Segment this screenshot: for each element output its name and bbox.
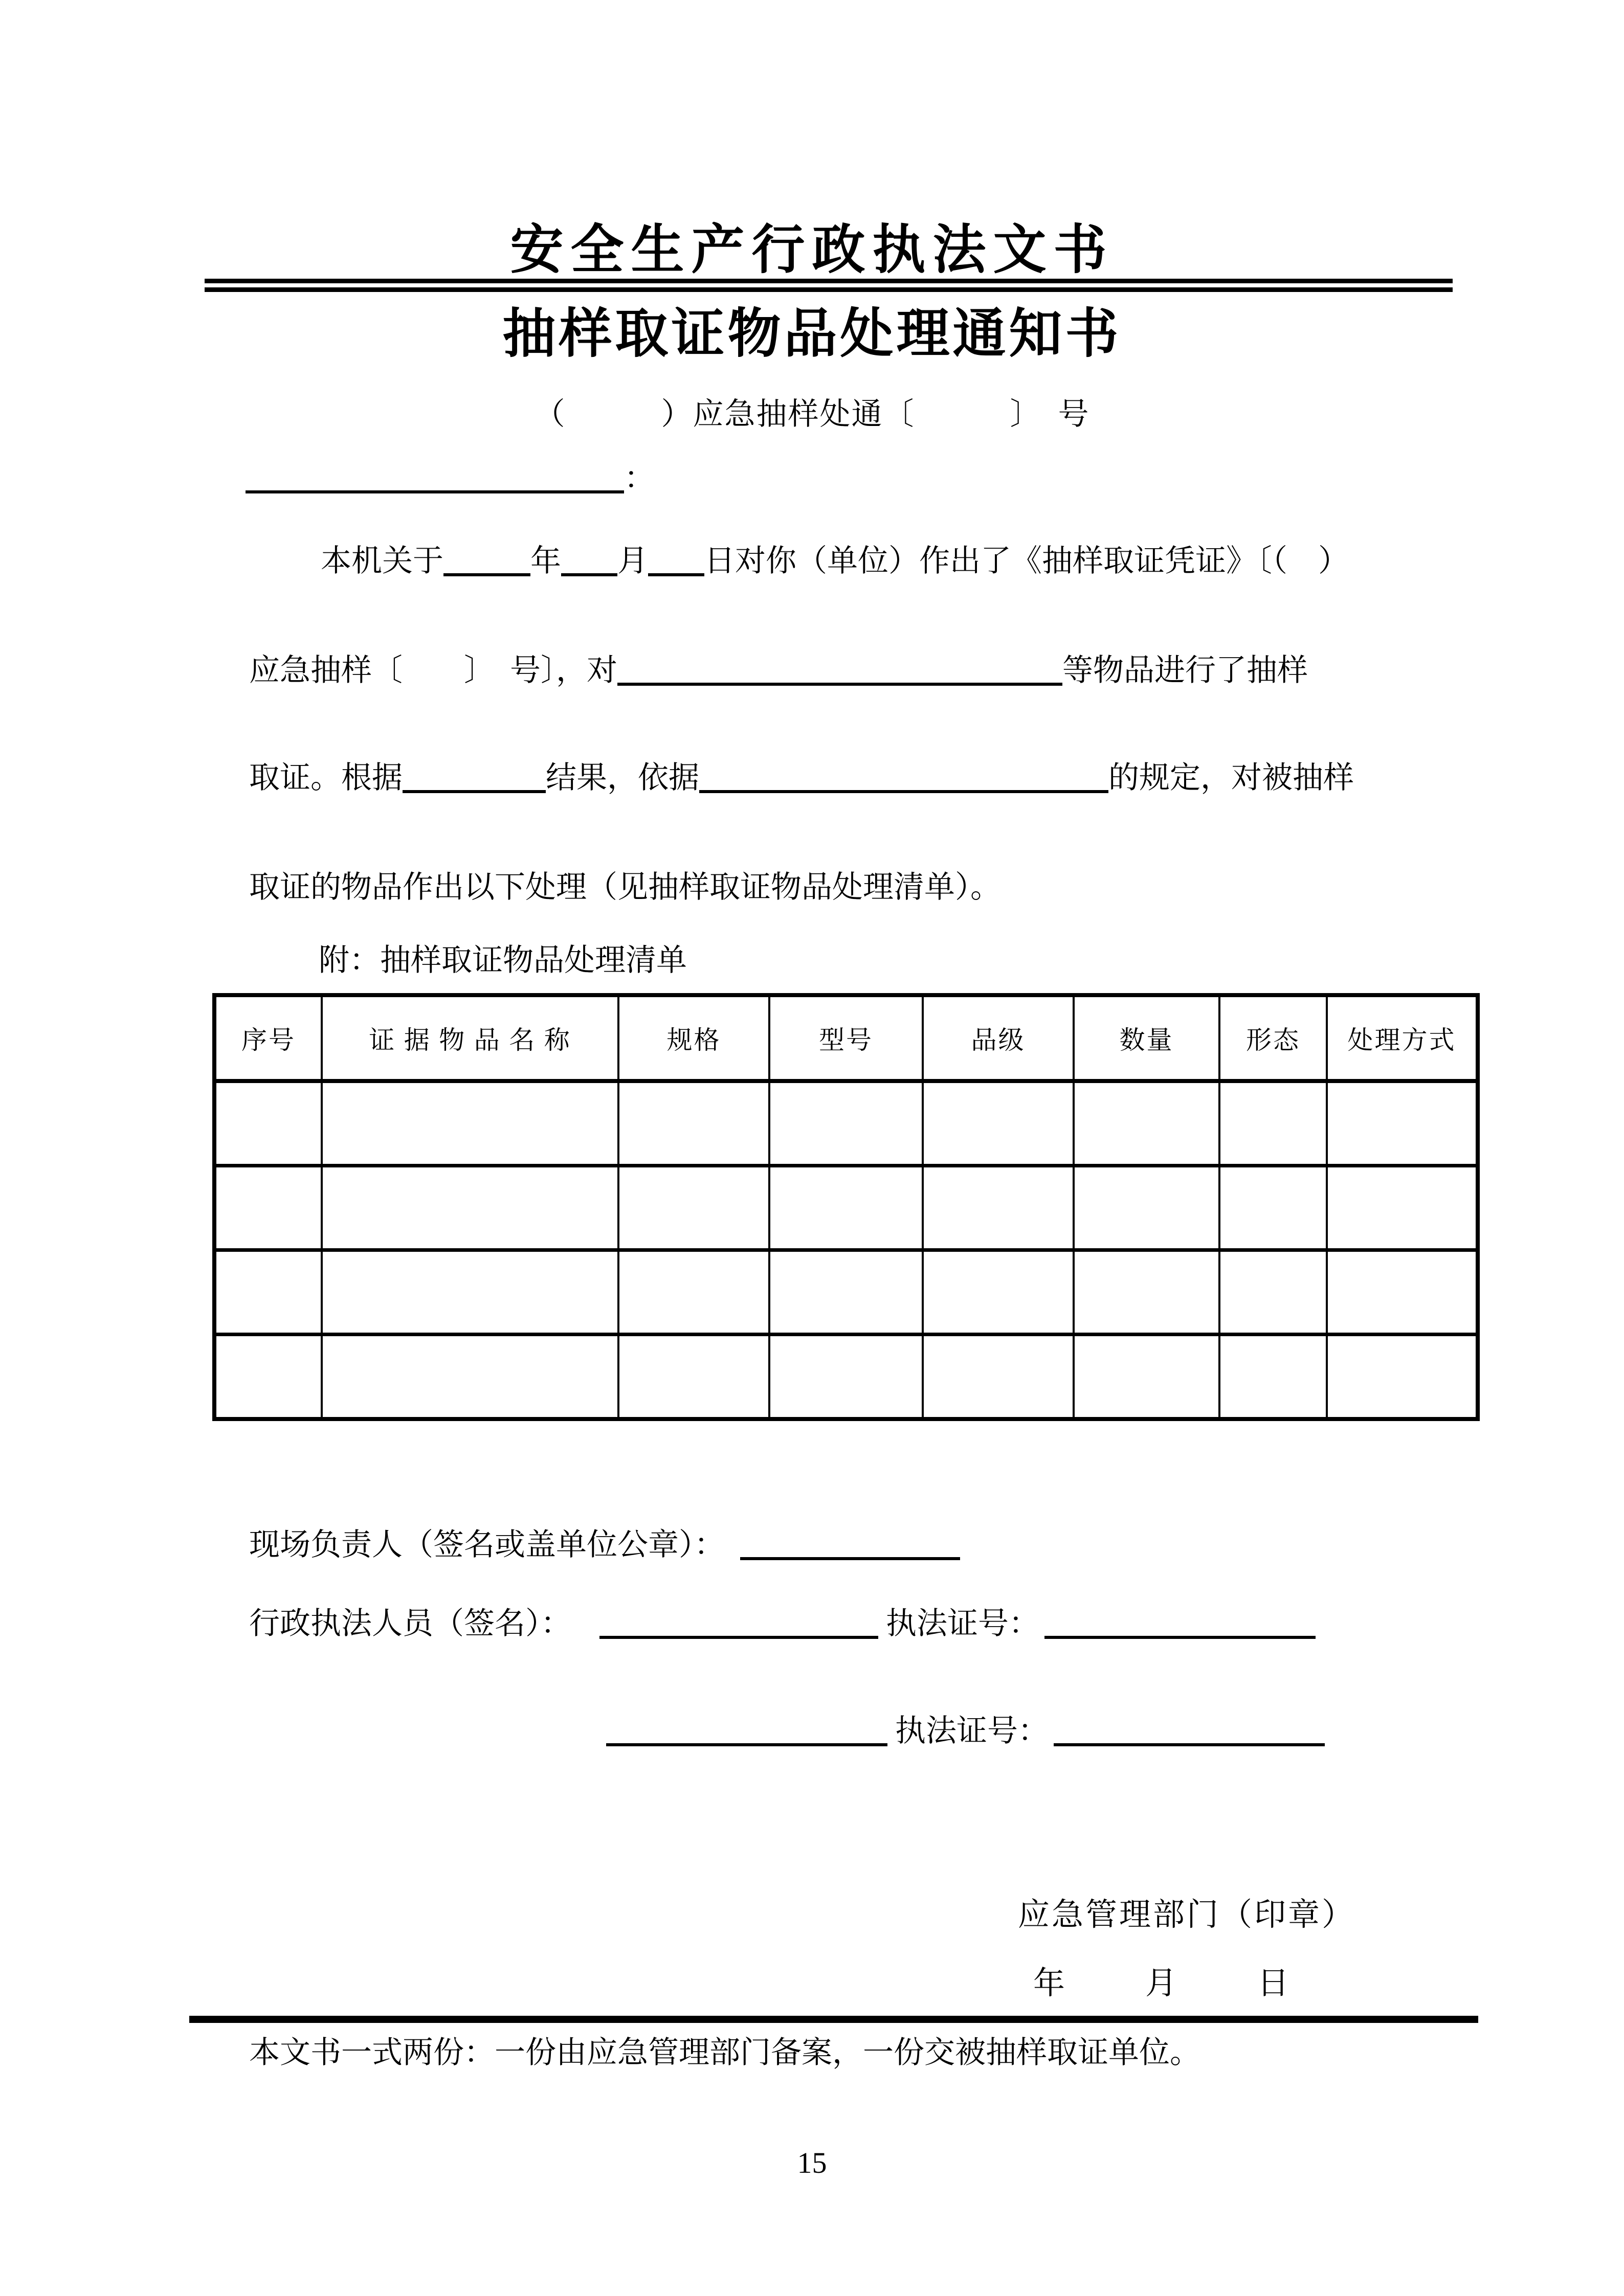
empty-cell — [1327, 1166, 1478, 1250]
form-title: 抽样取证物品处理通知书 — [502, 305, 1122, 364]
footer-rule — [189, 2016, 1478, 2023]
empty-cell — [214, 1081, 322, 1166]
fill-in-blank — [246, 468, 624, 493]
doc-set-title: 安全生产行政执法文书 — [510, 221, 1114, 280]
spacer — [887, 1736, 895, 1741]
empty-cell — [769, 1166, 923, 1250]
text-run: 年 — [530, 544, 561, 578]
col-header-disposal: 处理方式 — [1327, 995, 1478, 1081]
empty-cell — [1074, 1250, 1219, 1335]
table-row — [214, 1335, 1478, 1420]
date-year-label: 年 — [1033, 1966, 1065, 2001]
fill-in-blank — [648, 551, 704, 576]
fill-in-blank — [1044, 1613, 1316, 1639]
empty-cell — [923, 1081, 1074, 1166]
items-table — [212, 993, 1480, 1421]
text-run: 取证。根据 — [249, 761, 403, 795]
text-run: 执法证号： — [895, 1714, 1049, 1748]
fill-in-blank — [1054, 1721, 1325, 1746]
empty-cell — [214, 1166, 322, 1250]
text-run: 等物品进行了抽样 — [1062, 654, 1308, 687]
text-run: 日对你（单位）作出了《抽样取证凭证》〔（ ） — [704, 544, 1349, 578]
spacer — [878, 1629, 886, 1634]
fill-in-blank — [599, 1613, 878, 1639]
spacer — [571, 1629, 599, 1634]
empty-cell — [322, 1335, 618, 1420]
fill-in-blank — [561, 551, 617, 576]
site-manager-signature-line — [249, 1527, 960, 1563]
text-run: 执法证号： — [886, 1607, 1039, 1640]
empty-cell — [923, 1335, 1074, 1420]
text-run: 行政执法人员（签名）： — [249, 1607, 571, 1640]
empty-cell — [1219, 1335, 1327, 1420]
body-line-3 — [249, 760, 1354, 796]
empty-cell — [769, 1250, 923, 1335]
col-header-form: 形态 — [1219, 995, 1327, 1081]
date-line — [1033, 1957, 1289, 2003]
col-header-grade: 品级 — [923, 995, 1074, 1081]
empty-cell — [214, 1335, 322, 1420]
spacer — [1049, 1736, 1054, 1741]
spacer — [725, 1550, 740, 1555]
fill-in-blank — [617, 660, 1062, 686]
empty-cell — [1074, 1335, 1219, 1420]
page-number: 15 — [797, 2146, 827, 2179]
col-header-quantity: 数量 — [1074, 995, 1219, 1081]
text-run: 取证的物品作出以下处理（见抽样取证物品处理清单）。 — [249, 870, 1001, 904]
text-run: 现场负责人（签名或盖单位公章）： — [249, 1528, 725, 1562]
date-month-label: 月 — [1145, 1966, 1177, 2001]
text-run: 月 — [617, 544, 648, 578]
attachment-label: 附：抽样取证物品处理清单 — [319, 943, 687, 977]
empty-cell — [1327, 1335, 1478, 1420]
empty-cell — [1219, 1166, 1327, 1250]
col-header-spec: 规格 — [618, 995, 769, 1081]
body-line-1 — [249, 543, 1349, 579]
empty-cell — [618, 1335, 769, 1420]
empty-cell — [923, 1250, 1074, 1335]
empty-cell — [618, 1250, 769, 1335]
empty-cell — [1219, 1250, 1327, 1335]
empty-cell — [322, 1250, 618, 1335]
col-header-seq: 序号 — [214, 995, 322, 1081]
empty-cell — [322, 1081, 618, 1166]
doc-number-line: （ ）应急抽样处通〔 〕 号 — [534, 397, 1090, 431]
empty-cell — [769, 1335, 923, 1420]
enforcement-officer-signature-line-2 — [606, 1713, 1325, 1749]
col-header-item-name: 证 据 物 品 名 称 — [322, 995, 618, 1081]
empty-cell — [1327, 1081, 1478, 1166]
text-run: 的规定，对被抽样 — [1108, 761, 1354, 795]
text-run: ： — [624, 461, 655, 495]
empty-cell — [322, 1166, 618, 1250]
col-header-model: 型号 — [769, 995, 923, 1081]
empty-cell — [1327, 1250, 1478, 1335]
empty-cell — [769, 1081, 923, 1166]
empty-cell — [214, 1250, 322, 1335]
body-line-4 — [249, 869, 1001, 905]
empty-cell — [1219, 1081, 1327, 1166]
text-run: 应急抽样〔 〕 号〕，对 — [249, 654, 617, 687]
fill-in-blank — [740, 1535, 960, 1560]
fill-in-blank — [699, 768, 1108, 793]
distribution-note: 本文书一式两份：一份由应急管理部门备案，一份交被抽样取证单位。 — [249, 2036, 1200, 2069]
text-run: 结果，依据 — [546, 761, 699, 795]
empty-cell — [1074, 1166, 1219, 1250]
table-row — [214, 1250, 1478, 1335]
empty-cell — [923, 1166, 1074, 1250]
agency-stamp-label: 应急管理部门（印章） — [1018, 1898, 1356, 1932]
body-line-2 — [249, 652, 1308, 688]
fill-in-blank — [606, 1721, 887, 1746]
table-row — [214, 1166, 1478, 1250]
items-table-header-row — [214, 995, 1478, 1081]
empty-cell — [618, 1166, 769, 1250]
text-run: 本机关于 — [321, 544, 443, 578]
addressee-blank-line — [246, 460, 655, 496]
fill-in-blank — [403, 768, 546, 793]
spacer — [1039, 1629, 1044, 1634]
date-day-label: 日 — [1257, 1966, 1289, 2001]
fill-in-blank — [443, 551, 530, 576]
empty-cell — [1074, 1081, 1219, 1166]
enforcement-officer-signature-line-1 — [249, 1606, 1316, 1641]
table-row — [214, 1081, 1478, 1166]
empty-cell — [618, 1081, 769, 1166]
